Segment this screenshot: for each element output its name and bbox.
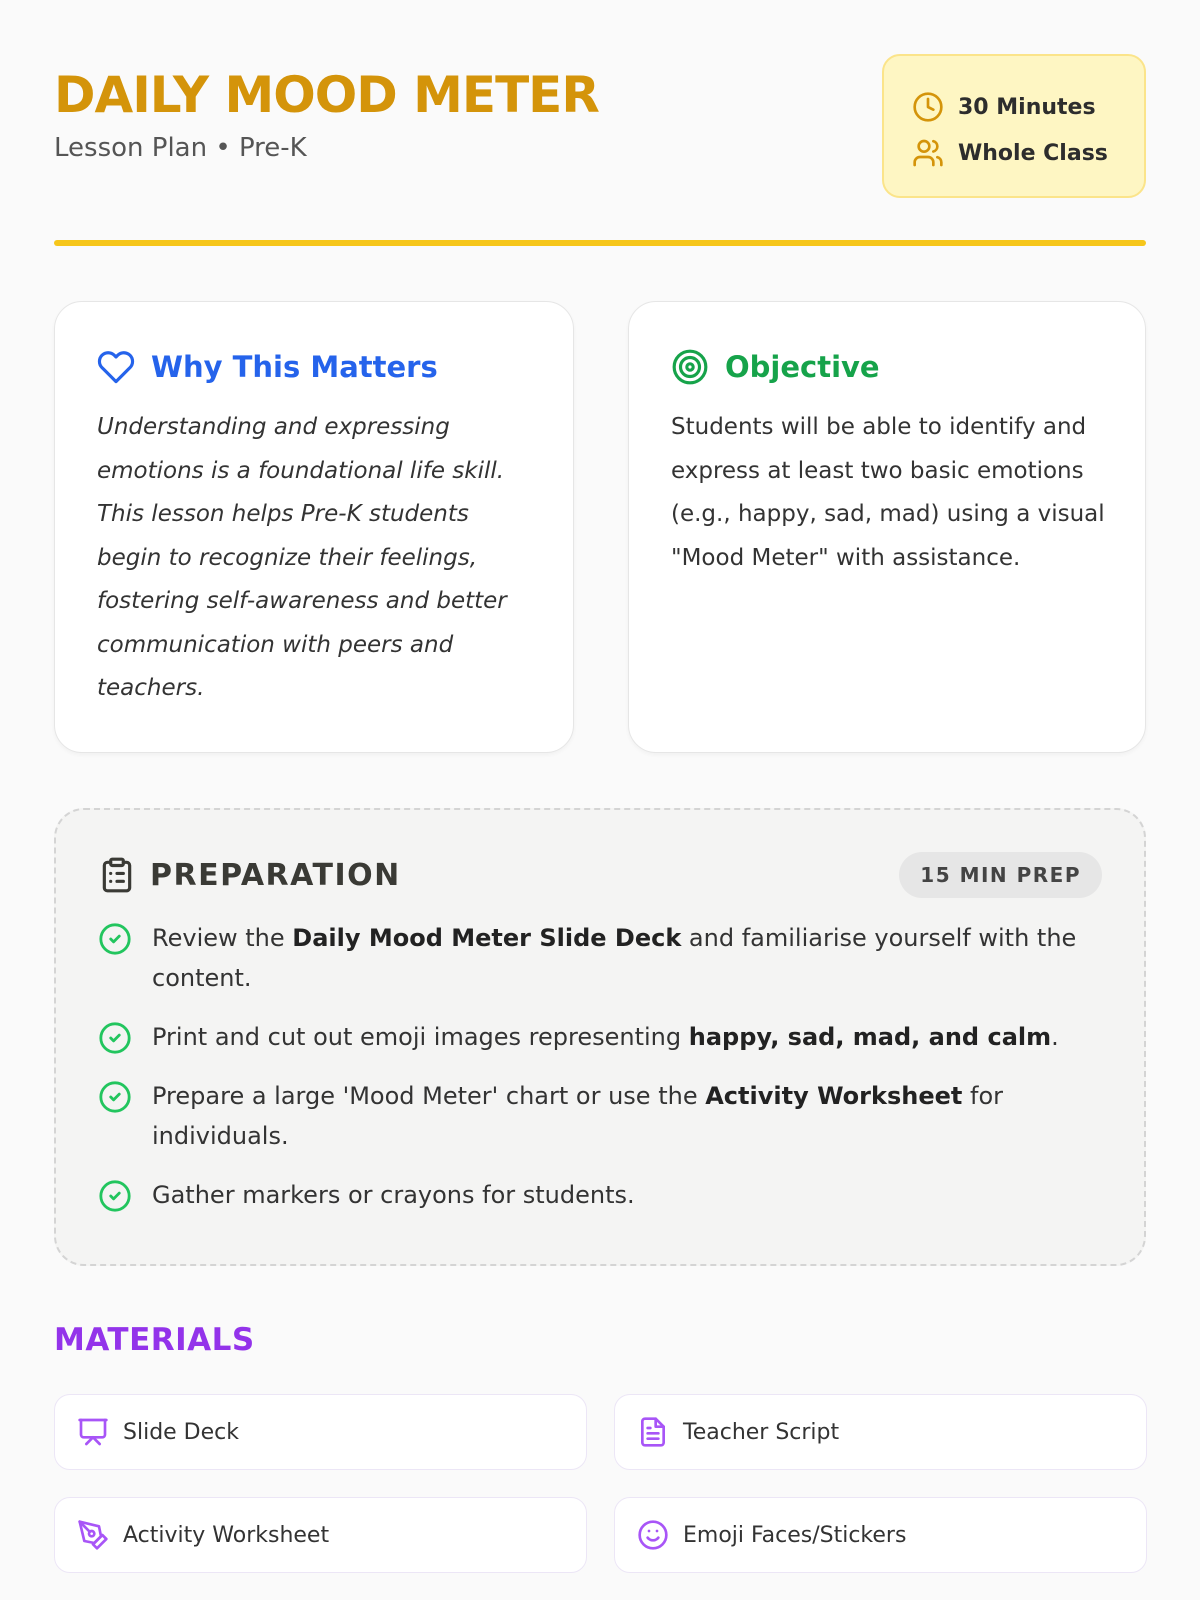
why-body: Understanding and expressing emotions is a foundational life skill. This lesson helps Pre-K students begin to recognize their feelings, fostering self-awareness and better communication with peers and teachers.: [97, 414, 507, 701]
prep-item: [98, 1076, 1102, 1156]
preparation-heading: PREPARATION: [150, 857, 401, 893]
prep-item: [98, 1017, 1102, 1057]
prep-item: [98, 1175, 1102, 1215]
material-label: Teacher Script: [683, 1419, 840, 1445]
why-card-header: [97, 344, 533, 390]
material-label: Activity Worksheet: [123, 1522, 330, 1548]
prep-item-text: Review the Daily Mood Meter Slide Deck and familiarise yourself with the content.: [152, 924, 1077, 992]
why-this-matters-card: [54, 301, 574, 753]
prep-time-badge: 15 MIN PREP: [899, 852, 1102, 898]
users-icon: [912, 137, 944, 169]
presentation-icon: [77, 1416, 109, 1448]
page-title: DAILY MOOD METER: [54, 66, 599, 124]
material-label: Emoji Faces/Stickers: [683, 1522, 907, 1548]
target-icon: [671, 348, 709, 386]
check-circle-icon: [98, 1179, 132, 1213]
material-item-activity-worksheet[interactable]: [54, 1497, 587, 1573]
material-item-teacher-script[interactable]: [614, 1394, 1147, 1470]
check-circle-icon: [98, 922, 132, 956]
lesson-meta-box: [882, 54, 1146, 198]
smiley-icon: [637, 1519, 669, 1551]
lesson-header: [54, 68, 599, 163]
material-item-emoji-faces[interactable]: [614, 1497, 1147, 1573]
prep-item: [98, 918, 1102, 998]
preparation-list: [98, 918, 1102, 1215]
duration-text: 30 Minutes: [958, 94, 1096, 120]
header-divider: [54, 240, 1146, 246]
pen-tool-icon: [77, 1519, 109, 1551]
check-circle-icon: [98, 1021, 132, 1055]
prep-item-text: Prepare a large 'Mood Meter' chart or use the Activity Worksheet for individuals.: [152, 1082, 1004, 1150]
check-circle-icon: [98, 1080, 132, 1114]
materials-heading: MATERIALS: [54, 1322, 255, 1358]
preparation-header: [98, 850, 1102, 900]
document-icon: [637, 1416, 669, 1448]
page-subtitle: Lesson Plan • Pre-K: [54, 133, 307, 163]
objective-card: [628, 301, 1146, 753]
why-heading: Why This Matters: [151, 350, 438, 384]
duration-row: [912, 84, 1144, 130]
clock-icon: [912, 91, 944, 123]
material-label: Slide Deck: [123, 1419, 239, 1445]
grouping-row: [912, 130, 1144, 176]
material-item-slide-deck[interactable]: [54, 1394, 587, 1470]
objective-card-header: [671, 344, 1105, 390]
clipboard-list-icon: [98, 855, 136, 895]
objective-body: Students will be able to identify and express at least two basic emotions (e.g., happy, sad, mad) using a visual "Mood Meter" with assistance.: [671, 414, 1105, 571]
heart-icon: [97, 348, 135, 386]
preparation-section: [54, 808, 1146, 1266]
grouping-text: Whole Class: [958, 140, 1108, 166]
prep-item-text: Gather markers or crayons for students.: [152, 1181, 635, 1209]
prep-item-text: Print and cut out emoji images representing happy, sad, mad, and calm.: [152, 1023, 1059, 1051]
objective-heading: Objective: [725, 350, 880, 384]
